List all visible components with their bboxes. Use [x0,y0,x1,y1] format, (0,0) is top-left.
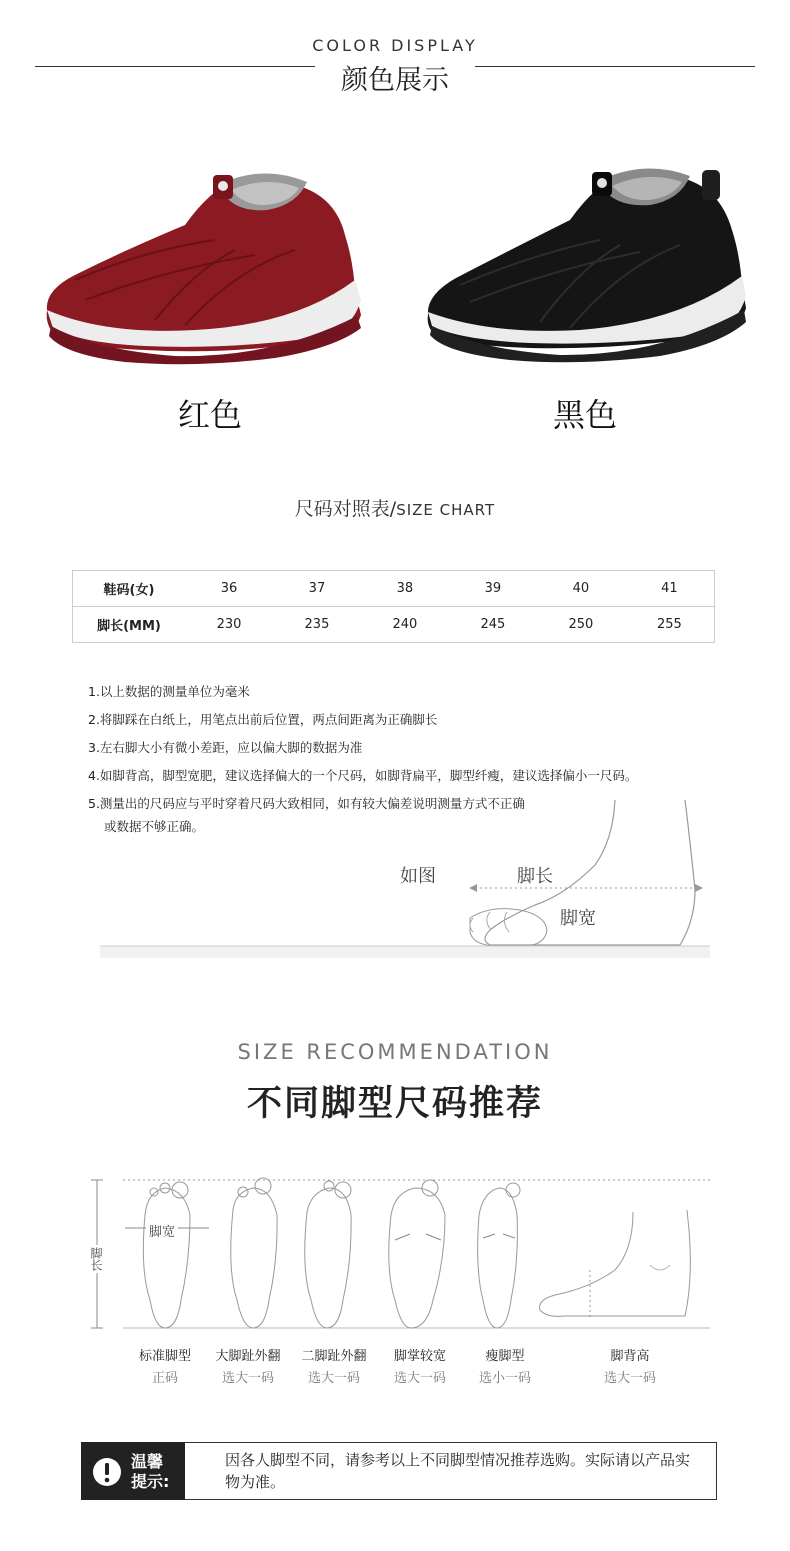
note-item: 2.将脚踩在白纸上，用笔点出前后位置，两点间距离为正确脚长 [88,712,438,727]
foot-types-diagram [85,1170,715,1340]
color-label-red: 红色 [178,396,243,434]
foot-type-name: 标准脚型 [138,1349,191,1364]
recommendation-title-cn: 不同脚型尺码推荐 [246,1084,543,1124]
note-item: 3.左右脚大小有微小差距，应以偏大脚的数据为准 [88,740,363,755]
foot-type-advice: 选大一码 [307,1371,360,1386]
table-row [73,571,715,607]
foot-type-name: 脚掌较宽 [393,1349,446,1364]
length-cell: 245 [449,607,537,643]
red-shoe-image [35,150,365,375]
diagram-label-width: 脚宽 [560,908,596,929]
note-item: 5.测量出的尺码应与平时穿着尺码大致相同，如有较大偏差说明测量方式不正确 [88,796,525,811]
size-chart-title: 尺码对照表/SIZE CHART [294,498,496,520]
foot-type-advice: 选大一码 [603,1371,656,1386]
diagram-label-length: 脚长 [517,866,553,887]
exclamation-icon [92,1457,122,1487]
foot-type-name: 大脚趾外翻 [215,1349,281,1364]
size-cell: 37 [273,571,361,607]
note-item: 1.以上数据的测量单位为毫米 [88,684,250,699]
length-cell: 240 [361,607,449,643]
foot-type-advice: 选大一码 [221,1371,274,1386]
length-cell: 235 [273,607,361,643]
size-cell: 38 [361,571,449,607]
foot-type-advice: 正码 [151,1371,178,1386]
diagram-label-as-shown: 如图 [400,866,436,887]
tip-label: 温馨 提示: [131,1452,170,1491]
table-row [73,607,715,643]
foot-width-label: 脚宽 [146,1221,178,1240]
foot-type-advice: 选小一码 [478,1371,531,1386]
size-chart-table [72,570,715,643]
foot-type-name: 二脚趾外翻 [301,1349,367,1364]
note-item: 4.如脚背高，脚型宽肥，建议选择偏大的一个尺码，如脚背扁平，脚型纤瘦，建议选择偏小一尺码。 [88,768,638,783]
size-cell: 39 [449,571,537,607]
black-shoe-image [420,150,750,375]
foot-type-name: 脚背高 [610,1349,650,1364]
row-label-shoe-size: 鞋码(女) [73,571,186,607]
size-cell: 40 [537,571,625,607]
note-item: 或数据不够正确。 [104,819,205,834]
length-cell: 230 [185,607,273,643]
size-cell: 36 [185,571,273,607]
length-cell: 250 [537,607,625,643]
color-label-black: 黑色 [553,396,618,434]
recommendation-title-en: SIZE RECOMMENDATION [237,1040,553,1064]
color-display-title-en: COLOR DISPLAY [312,36,478,55]
length-cell: 255 [625,607,715,643]
foot-type-advice: 选大一码 [393,1371,446,1386]
foot-length-label: 脚长 [89,1247,103,1271]
row-label-foot-length: 脚长(MM) [73,607,186,643]
size-cell: 41 [625,571,715,607]
tip-text: 因各人脚型不同，请参考以上不同脚型情况推荐选购。实际请以产品实物为准。 [225,1451,691,1491]
color-display-title-cn: 颜色展示 [341,65,449,96]
foot-type-name: 瘦脚型 [485,1349,525,1364]
